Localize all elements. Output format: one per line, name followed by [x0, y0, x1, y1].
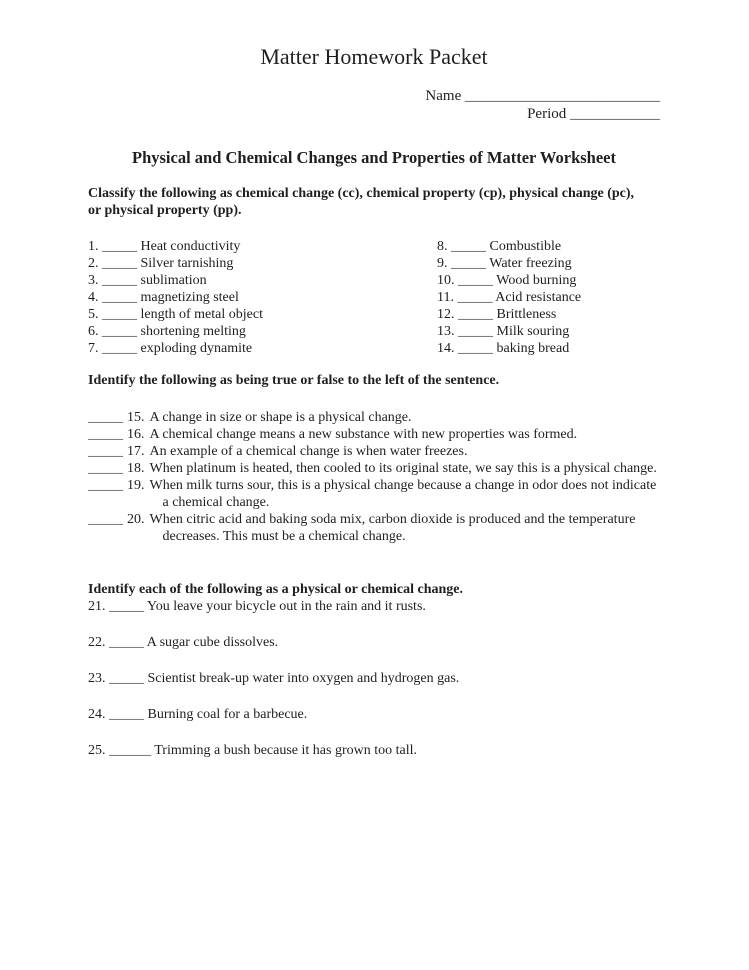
- item-number: 19.: [127, 478, 145, 493]
- identify-item: [88, 634, 660, 651]
- true-false-item: [88, 460, 660, 477]
- item-text: length of metal object: [140, 307, 263, 322]
- answer-blank[interactable]: _____: [102, 239, 137, 254]
- answer-blank[interactable]: _____: [102, 290, 137, 305]
- identify-item: [88, 742, 660, 759]
- item-number: 5.: [88, 307, 99, 322]
- item-number: 2.: [88, 256, 99, 271]
- answer-blank[interactable]: _____: [102, 256, 137, 271]
- answer-blank[interactable]: _____: [88, 444, 123, 459]
- item-number: 23.: [88, 671, 106, 686]
- answer-blank[interactable]: _____: [102, 273, 137, 288]
- classify-item: [437, 306, 660, 323]
- classify-list-right-column: [437, 238, 660, 357]
- answer-blank[interactable]: _____: [109, 635, 144, 650]
- classify-list-left-column: [88, 238, 437, 357]
- answer-blank[interactable]: _____: [458, 341, 493, 356]
- item-text: Burning coal for a barbecue.: [147, 707, 308, 722]
- answer-blank[interactable]: _____: [451, 239, 486, 254]
- classify-item: [437, 340, 660, 357]
- classify-item: [88, 340, 437, 357]
- classify-item: [88, 238, 437, 255]
- period-label: Period: [527, 106, 567, 122]
- item-number: 24.: [88, 707, 106, 722]
- name-period-block: [88, 87, 660, 123]
- item-number: 11.: [437, 290, 454, 305]
- item-text: A change in size or shape is a physical change.: [149, 410, 412, 425]
- classify-item: [88, 306, 437, 323]
- item-number: 7.: [88, 341, 99, 356]
- true-false-item: [88, 477, 660, 511]
- answer-blank[interactable]: _____: [102, 307, 137, 322]
- item-number: 1.: [88, 239, 99, 254]
- item-number: 3.: [88, 273, 99, 288]
- answer-blank[interactable]: _____: [88, 410, 123, 425]
- item-number: 16.: [127, 427, 145, 442]
- answer-blank[interactable]: _____: [88, 427, 123, 442]
- period-row: [88, 105, 660, 123]
- item-number: 20.: [127, 512, 145, 527]
- name-row: [88, 87, 660, 105]
- item-text: magnetizing steel: [140, 290, 239, 305]
- answer-blank[interactable]: _____: [458, 273, 493, 288]
- classify-item: [437, 255, 660, 272]
- item-number: 22.: [88, 635, 106, 650]
- classify-item: [88, 323, 437, 340]
- true-false-item: [88, 426, 660, 443]
- classify-item: [88, 289, 437, 306]
- item-number: 9.: [437, 256, 448, 271]
- item-text: An example of a chemical change is when water freezes.: [149, 444, 468, 459]
- item-text: When platinum is heated, then cooled to its original state, we say this is a physical change.: [149, 461, 657, 476]
- item-number: 4.: [88, 290, 99, 305]
- answer-blank[interactable]: _____: [88, 512, 123, 527]
- true-false-item: [88, 409, 660, 426]
- item-text: When milk turns sour, this is a physical change because a change in odor does not indicate a chemical change.: [149, 478, 657, 510]
- item-text: Trimming a bush because it has grown too tall.: [154, 743, 417, 758]
- item-text: Heat conductivity: [140, 239, 241, 254]
- answer-blank[interactable]: _____: [109, 599, 144, 614]
- item-number: 13.: [437, 324, 455, 339]
- item-number: 8.: [437, 239, 448, 254]
- answer-blank[interactable]: _____: [109, 707, 144, 722]
- item-number: 10.: [437, 273, 455, 288]
- item-text: A sugar cube dissolves.: [146, 635, 279, 650]
- item-number: 18.: [127, 461, 145, 476]
- identify-item: [88, 598, 660, 615]
- true-false-item: [88, 511, 660, 545]
- true-false-item: [88, 443, 660, 460]
- answer-blank[interactable]: _____: [458, 324, 493, 339]
- identify-instructions: Identify each of the following as a physical or chemical change.: [88, 582, 464, 597]
- name-label: Name: [425, 88, 462, 104]
- classify-item: [88, 272, 437, 289]
- identify-item: [88, 670, 660, 687]
- item-number: 15.: [127, 410, 145, 425]
- item-text: A chemical change means a new substance with new properties was formed.: [149, 427, 578, 442]
- item-number: 17.: [127, 444, 145, 459]
- name-blank-line[interactable]: __________________________: [465, 88, 660, 104]
- true-false-instructions: Identify the following as being true or false to the left of the sentence.: [88, 373, 500, 388]
- item-text: baking bread: [496, 341, 570, 356]
- classify-item: [437, 323, 660, 340]
- answer-blank[interactable]: _____: [102, 341, 137, 356]
- answer-blank[interactable]: _____: [102, 324, 137, 339]
- answer-blank[interactable]: ______: [109, 743, 151, 758]
- item-text: Silver tarnishing: [140, 256, 234, 271]
- item-text: Acid resistance: [495, 290, 582, 305]
- item-number: 25.: [88, 743, 106, 758]
- answer-blank[interactable]: _____: [88, 461, 123, 476]
- period-blank-line[interactable]: ____________: [570, 106, 660, 122]
- true-false-list: [88, 409, 660, 545]
- classify-list: [88, 238, 660, 357]
- item-number: 6.: [88, 324, 99, 339]
- item-text: sublimation: [140, 273, 207, 288]
- item-text: Scientist break-up water into oxygen and hydrogen gas.: [147, 671, 460, 686]
- answer-blank[interactable]: _____: [88, 478, 123, 493]
- answer-blank[interactable]: _____: [458, 307, 493, 322]
- answer-blank[interactable]: _____: [451, 256, 486, 271]
- classify-item: [437, 238, 660, 255]
- identify-item: [88, 706, 660, 723]
- item-text: You leave your bicycle out in the rain and it rusts.: [146, 599, 426, 614]
- worksheet-title: Physical and Chemical Changes and Properties of Matter Worksheet: [132, 148, 616, 167]
- item-number: 21.: [88, 599, 106, 614]
- classify-instructions: Classify the following as chemical change (cc), chemical property (cp), physical change (pc), or physical property (pp).: [88, 186, 635, 218]
- classify-item: [437, 289, 660, 306]
- identify-list: [88, 598, 660, 759]
- item-text: Combustible: [489, 239, 562, 254]
- item-text: Brittleness: [496, 307, 557, 322]
- classify-item: [437, 272, 660, 289]
- document-title: Matter Homework Packet: [260, 44, 488, 69]
- item-text: Wood burning: [496, 273, 577, 288]
- answer-blank[interactable]: _____: [109, 671, 144, 686]
- item-number: 14.: [437, 341, 455, 356]
- item-text: exploding dynamite: [140, 341, 253, 356]
- item-text: shortening melting: [140, 324, 246, 339]
- classify-item: [88, 255, 437, 272]
- answer-blank[interactable]: _____: [457, 290, 493, 305]
- item-number: 12.: [437, 307, 455, 322]
- item-text: Water freezing: [489, 256, 572, 271]
- item-text: When citric acid and baking soda mix, carbon dioxide is produced and the temperature decreases. This must be a chemical change.: [149, 512, 636, 544]
- item-text: Milk souring: [496, 324, 570, 339]
